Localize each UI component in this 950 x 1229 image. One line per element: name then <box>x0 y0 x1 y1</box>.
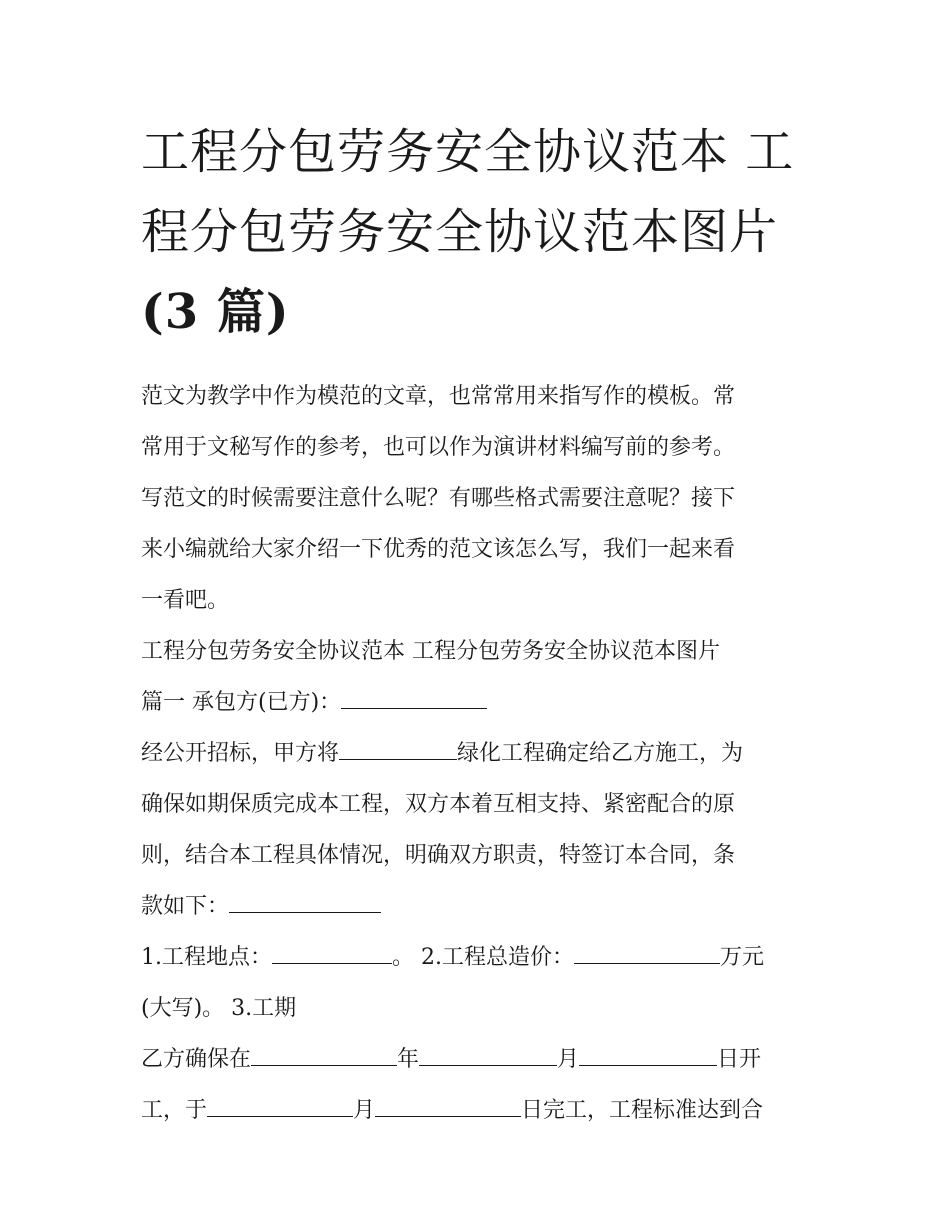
section-heading <box>141 677 821 728</box>
contract-line: 确保如期保质完成本工程，双方本着互相支持、紧密配合的原 <box>141 792 736 817</box>
document-title <box>141 112 821 352</box>
blank-field <box>574 945 720 964</box>
intro-line: 写范文的时候需要注意什么呢？有哪些格式需要注意呢？接下 <box>141 486 736 511</box>
schedule-text: 乙方确保在 <box>141 1047 252 1072</box>
intro-line: 常用于文秘写作的参考，也可以作为演讲材料编写前的参考。 <box>141 435 736 460</box>
terms-paragraph <box>141 932 821 1034</box>
terms-text: 1.工程地点： <box>141 945 272 970</box>
contract-text: 经公开招标，甲方将 <box>141 741 340 766</box>
contract-line: 则，结合本工程具体情况，明确双方职责，特签订本合同，条 <box>141 843 736 868</box>
schedule-line <box>141 1085 821 1136</box>
blank-field <box>419 1047 557 1066</box>
blank-field <box>339 741 457 760</box>
contract-line <box>141 881 821 932</box>
schedule-text: 工，于 <box>141 1098 208 1123</box>
subtitle <box>141 626 821 677</box>
title-line-2: 程分包劳务安全协议范本图片 <box>141 204 779 260</box>
title-line-1: 工程分包劳务安全协议范本 工 <box>141 124 795 180</box>
section-heading-text: 篇一 承包方(已方)： <box>141 690 342 715</box>
blank-field <box>272 945 392 964</box>
intro-line: 来小编就给大家介绍一下优秀的范文该怎么写，我们一起来看 <box>141 537 736 562</box>
blank-field <box>229 894 381 913</box>
contract-line <box>141 728 821 779</box>
blank-field <box>375 1098 521 1117</box>
terms-text: 万元 <box>719 945 764 970</box>
terms-line: (大写)。 3.工期 <box>141 996 297 1021</box>
schedule-text: 日完工，工程标准达到合 <box>521 1098 764 1123</box>
terms-text: 。 2.工程总造价： <box>392 945 574 970</box>
contract-text: 绿化工程确定给乙方施工，为 <box>457 741 744 766</box>
intro-line: 一看吧。 <box>141 588 230 613</box>
intro-paragraph <box>141 371 821 626</box>
document-page <box>141 112 821 1136</box>
contract-text: 款如下： <box>141 894 230 919</box>
schedule-line <box>141 1034 821 1085</box>
schedule-text: 日开 <box>717 1047 762 1072</box>
blank-field <box>207 1098 353 1117</box>
document-body <box>141 371 821 1136</box>
schedule-text: 月 <box>557 1047 580 1072</box>
blank-field <box>251 1047 397 1066</box>
terms-line <box>141 932 821 983</box>
schedule-paragraph <box>141 1034 821 1136</box>
subtitle-text: 工程分包劳务安全协议范本 工程分包劳务安全协议范本图片 <box>141 639 720 664</box>
section-heading-line <box>141 677 821 728</box>
contract-paragraph <box>141 728 821 932</box>
blank-field <box>579 1047 717 1066</box>
blank-field <box>341 690 487 709</box>
schedule-text: 月 <box>353 1098 376 1123</box>
title-line-3: (3 篇) <box>141 284 290 340</box>
schedule-text: 年 <box>397 1047 420 1072</box>
intro-line: 范文为教学中作为模范的文章，也常常用来指写作的模板。常 <box>141 384 736 409</box>
